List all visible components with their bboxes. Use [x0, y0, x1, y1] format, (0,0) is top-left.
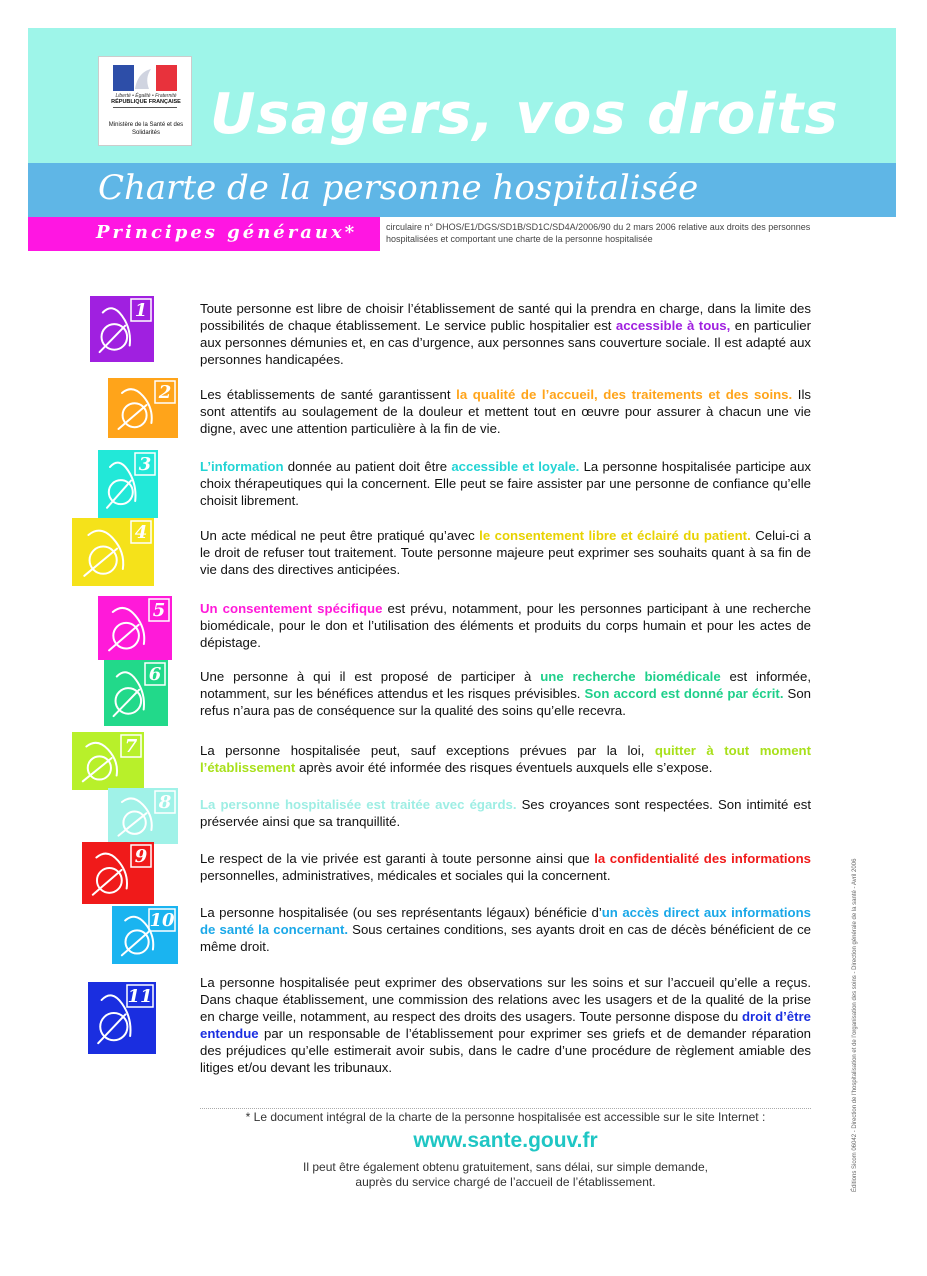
principle-tile-11: [88, 982, 156, 1054]
body-text: Son refus n’aura pas de conséquence sur la qualité des soins qu’elle recevra.: [200, 686, 811, 718]
body-text: La personne hospitalisée peut, sauf exceptions prévues par la loi,: [200, 743, 655, 758]
page-title: Usagers, vos droits: [210, 82, 839, 147]
section-title: Principes généraux*: [96, 222, 358, 243]
footer-line-2: auprès du service chargé de l’accueil de l’établissement.: [355, 1175, 656, 1189]
documents-icon: [112, 906, 178, 964]
principle-tile-6: [104, 660, 168, 726]
logo-motto: Liberté • Égalité • Fraternité: [115, 93, 177, 99]
side-credit: Éditions Sicom 06042 - Direction de l’hospitalisation et de l’organisation des soins - Direction générale de la santé - Avril 2006: [852, 858, 858, 1192]
logo-republic: RÉPUBLIQUE FRANÇAISE: [111, 99, 181, 105]
principle-text-11: [200, 974, 811, 1076]
highlight-text: une recherche biomédicale: [540, 669, 721, 684]
principle-text-10: [200, 904, 811, 955]
principle-tile-2: [108, 378, 178, 438]
body-text: Toute personne est libre de choisir l’établissement de santé qui la prendra en charge, dans la limite des possibilités de chaque établissement. Le service public hospitalier est: [200, 301, 811, 333]
principle-number: 6: [148, 664, 162, 685]
highlight-text: droit d’être entendue: [200, 1009, 811, 1041]
suitcase-icon: [72, 732, 144, 790]
principle-number: 10: [149, 910, 175, 931]
people-talking-icon: [98, 450, 158, 518]
principle-tile-3: [98, 450, 158, 518]
hands-icon: [72, 518, 154, 586]
highlight-text: le consentement libre et éclairé du patient.: [479, 528, 751, 543]
body-text: Ils sont attentifs au soulagement de la douleur et mettent tout en œuvre pour assurer à chacun une vie digne, avec une attention particulière à la fin de vie.: [200, 387, 811, 436]
wheelchair-icon: [90, 296, 154, 362]
body-text: après avoir été informée des risques éventuels auxquels elle s’expose.: [295, 760, 713, 775]
principle-number: 2: [158, 382, 172, 403]
principle-text-3: [200, 458, 811, 509]
body-text: Les établissements de santé garantissent: [200, 387, 457, 402]
principle-tile-1: [90, 296, 154, 362]
highlight-text: la confidentialité des informations: [594, 851, 811, 866]
footer-line-1: Il peut être également obtenu gratuitement, sans délai, sur simple demande,: [303, 1160, 708, 1174]
principle-text-5: [200, 600, 811, 651]
principle-tile-10: [112, 906, 178, 964]
principle-tile-5: [98, 596, 172, 660]
principle-tile-7: [72, 732, 144, 790]
highlight-text: accessible à tous,: [615, 318, 731, 333]
highlight-text: la qualité de l’accueil, des traitements et des soins.: [456, 387, 793, 402]
footer-divider: [200, 1108, 811, 1109]
website-link[interactable]: www.sante.gouv.fr: [413, 1129, 598, 1152]
principle-number: 4: [134, 522, 148, 543]
handshake-icon: [98, 596, 172, 660]
highlight-text: La personne hospitalisée est traitée avec égards.: [200, 797, 517, 812]
circular-reference: circulaire n° DHOS/E1/DGS/SD1B/SD1C/SD4A/2006/90 du 2 mars 2006 relative aux droits des personnes hospitalisées et comportant une charte de la personne hospitalisée: [386, 222, 811, 244]
principle-text-1: [200, 300, 811, 368]
logo-divider: [113, 107, 177, 108]
microscope-icon: [104, 660, 168, 726]
logo-ministry: Ministère de la Santé et des Solidarités: [108, 122, 184, 136]
body-text: donnée au patient doit être: [283, 459, 452, 474]
principle-text-7: [200, 742, 811, 776]
principle-tile-8: [108, 788, 178, 844]
body-text: Une personne à qui il est proposé de participer à: [200, 669, 541, 684]
footer-availability: [200, 1160, 811, 1190]
body-text: La personne hospitalisée participe aux choix thérapeutiques qui la concernent. Elle peut se faire assister par une personne de confiance qu’elle choisit librement.: [200, 459, 812, 508]
principle-text-4: [200, 527, 811, 578]
body-text: Ses croyances sont respectées. Son intimité est préservée ainsi que sa tranquillité.: [200, 797, 811, 829]
highlight-text: accessible et loyale.: [451, 459, 580, 474]
highlight-text: Un consentement spécifique: [200, 601, 383, 616]
footer-note: * Le document intégral de la charte de la personne hospitalisée est accessible sur le site Internet :: [245, 1110, 766, 1124]
thumbs-up-icon: [108, 378, 178, 438]
principle-number: 1: [134, 300, 148, 321]
faces-listening-icon: [88, 982, 156, 1054]
body-text: en particulier aux personnes démunies et, en cas d’urgence, aux personnes sans couverture sociale. Il est adapté aux personnes handicapées.: [200, 318, 811, 367]
highlight-text: Son accord est donné par écrit.: [584, 686, 784, 701]
principle-text-9: [200, 850, 811, 884]
marianne-flag-icon: [113, 65, 177, 91]
principle-tile-4: [72, 518, 154, 586]
body-text: est prévu, notamment, pour les personnes participant à une recherche biomédicale, pour le don et l’utilisation des éléments et produits du corps humain et pour les actes de dépistage.: [200, 601, 811, 650]
body-text: par un responsable de l’établissement pour exprimer ses griefs et de demander réparation des préjudices qu’elle estimerait avoir subis, dans le cadre d’une procédure de règlement amiable des litiges et/ou devant les tribunaux.: [200, 1026, 811, 1075]
page-subtitle: Charte de la personne hospitalisée: [98, 168, 699, 208]
body-text: Sous certaines conditions, ses ayants droit en cas de décès bénéficient de ce même droit.: [200, 922, 811, 954]
principle-number: 9: [134, 846, 148, 867]
principle-text-8: [200, 796, 811, 830]
principle-number: 5: [152, 600, 166, 621]
body-text: La personne hospitalisée peut exprimer des observations sur les soins et sur l’accueil qu’elle a reçus. Dans chaque établissement, une commission des relations avec les usagers et de la qualité de la prise en charge veille, notamment, au respect des droits des usagers. Toute personne dispose du: [200, 975, 811, 1024]
highlight-text: L’information: [200, 459, 284, 474]
principle-number: 8: [158, 792, 172, 813]
highlight-text: un accès direct aux informations de santé la concernant.: [200, 905, 811, 937]
body-text: personnelles, administratives, médicales et sociales qui la concernent.: [200, 868, 611, 883]
principle-tile-9: [82, 842, 154, 904]
body-text: Un acte médical ne peut être pratiqué qu’avec: [200, 528, 480, 543]
principle-text-2: [200, 386, 811, 437]
principle-number: 7: [124, 736, 138, 757]
principle-number: 11: [127, 986, 153, 1007]
highlight-text: quitter à tout moment l’établissement: [200, 743, 811, 775]
principle-number: 3: [138, 454, 152, 475]
principle-text-6: [200, 668, 811, 719]
body-text: Celui-ci a le droit de refuser tout traitement. Toute personne majeure peut exprimer ses souhaits quant à sa fin de vie dans des directives anticipées.: [200, 528, 811, 577]
embrace-icon: [108, 788, 178, 844]
secret-face-icon: [82, 842, 154, 904]
body-text: Le respect de la vie privée est garanti à toute personne ainsi que: [200, 851, 595, 866]
body-text: La personne hospitalisée (ou ses représentants légaux) bénéficie d’: [200, 905, 602, 920]
body-text: est informée, notamment, sur les bénéfices attendus et les risques prévisibles.: [200, 669, 811, 701]
ministry-logo: [98, 56, 192, 146]
